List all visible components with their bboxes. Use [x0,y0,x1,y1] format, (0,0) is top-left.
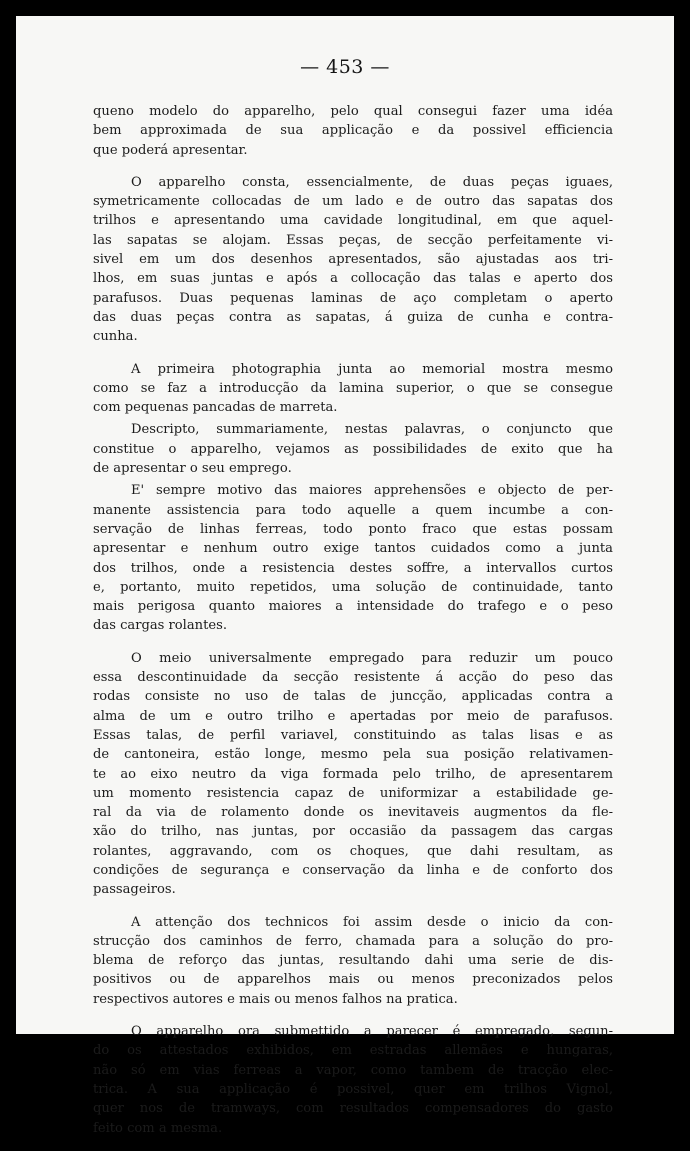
text-line: sivel em um dos desenhos apresentados, são ajustadas aos tri- [93,252,613,268]
text-line: não só em vias ferreas a vapor, como tambem de tracção elec- [93,1062,613,1078]
text-line: strucção dos caminhos de ferro, chamada para a solução do pro- [93,933,613,949]
text-line: Descripto, summariamente, nestas palavras, o conjuncto que [131,422,613,438]
text-line: te ao eixo neutro da viga formada pelo trilho, de apresentarem [93,766,613,782]
paragraph [93,102,613,160]
text-line: constitue o apparelho, vejamos as possibilidades de exito que ha [93,441,613,457]
text-line: feito com a mesma. [93,1120,223,1136]
text-line: do os attestados exhibidos, em estradas allemães e hungaras, [93,1043,613,1059]
text-line: lhos, em suas juntas e após a collocação das talas e aperto dos [93,271,613,287]
text-line: essa descontinuidade da secção resistente á acção do peso das [93,670,613,686]
text-line: das cargas rolantes. [93,618,227,634]
text-line: como se faz a introducção da lamina superior, o que se consegue [93,380,613,396]
text-line: rodas consiste no uso de talas de juncção, applicadas contra a [93,689,613,705]
paragraph [93,420,613,478]
text-line: Essas talas, de perfil variavel, constituindo as talas lisas e as [93,727,613,743]
text-line: trica. A sua applicação é possivel, quer em trilhos Vignol, [93,1081,613,1097]
text-line: servação de linhas ferreas, todo ponto fraco que estas possam [93,521,613,537]
text-line: passageiros. [93,882,176,898]
body-text [93,102,613,1151]
text-line: O meio universalmente empregado para reduzir um pouco [131,650,613,666]
text-line: dos trilhos, onde a resistencia destes soffre, a intervallos curtos [93,560,613,576]
paragraph [93,360,613,418]
page-number: — 453 — [300,56,390,78]
text-line: e, portanto, muito repetidos, uma solução de continuidade, tanto [93,579,613,595]
text-line: A primeira photographia junta ao memorial mostra mesmo [131,361,613,377]
text-line: que poderá apresentar. [93,142,248,158]
text-line: trilhos e apresentando uma cavidade longitudinal, em que aquel- [93,213,613,229]
text-line: rolantes, aggravando, com os choques, que dahi resultam, as [93,843,613,859]
paragraph [93,173,613,347]
text-line: manente assistencia para todo aquelle a quem incumbe a con- [93,502,613,518]
text-line: de apresentar o seu emprego. [93,461,292,477]
text-line: A attenção dos technicos foi assim desde o inicio da con- [131,914,613,930]
paragraph [93,1022,613,1138]
text-line: condições de segurança e conservação da linha e de conforto dos [93,862,613,878]
text-line: parafusos. Duas pequenas laminas de aço completam o aperto [93,290,613,306]
text-line: positivos ou de apparelhos mais ou menos preconizados pelos [93,972,613,988]
text-line: alma de um e outro trilho e apertadas por meio de parafusos. [93,708,613,724]
text-line: com pequenas pancadas de marreta. [93,400,338,416]
text-line: queno modelo do apparelho, pelo qual consegui fazer uma idéa [93,104,613,119]
text-line: mais perigosa quanto maiores a intensidade do trafego e o peso [93,599,613,615]
paragraph [93,913,613,1009]
text-line: apresentar e nenhum outro exige tantos cuidados como a junta [93,541,613,557]
text-line: bem approximada de sua applicação e da possivel efficiencia [93,123,613,139]
text-line: ral da via de rolamento donde os inevitaveis augmentos da fle- [93,805,613,821]
text-line: blema de reforço das juntas, resultando dahi uma serie de dis- [93,953,613,969]
text-line: respectivos autores e mais ou menos falhos na pratica. [93,991,458,1007]
text-line: O apparelho ora submettido a parecer é empregado, segun- [131,1024,613,1040]
text-line: cunha. [93,329,138,345]
paragraph [93,649,613,900]
text-line: xão do trilho, nas juntas, por occasião da passagem das cargas [93,824,613,840]
text-line: symetricamente collocadas de um lado e de outro das sapatas dos [93,194,613,210]
text-line: quer nos de tramways, com resultados compensadores do gasto [93,1101,613,1117]
text-line: de cantoneira, estão longe, mesmo pela sua posição relativamen- [93,747,613,763]
document-page [16,16,674,1136]
text-line: O apparelho consta, essencialmente, de duas peças iguaes, [131,174,613,190]
text-line: das duas peças contra as sapatas, á guiza de cunha e contra- [93,309,613,325]
text-line: E' sempre motivo das maiores apprehensões e objecto de per- [131,483,613,499]
text-line: las sapatas se alojam. Essas peças, de secção perfeitamente vi- [93,232,613,248]
text-line: um momento resistencia capaz de uniformizar a estabilidade ge- [93,785,613,801]
paragraph [93,481,613,635]
